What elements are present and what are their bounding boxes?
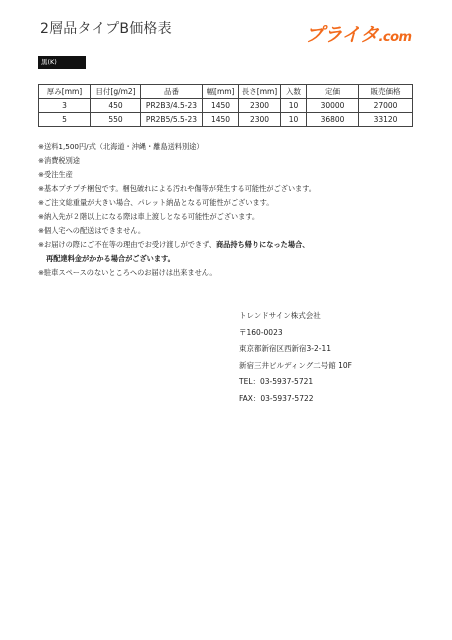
- header-width: 幅[mm]: [203, 85, 239, 99]
- cell-thickness: 3: [39, 99, 91, 113]
- note-no-residential: ※個人宅への配送はできません。: [38, 226, 146, 235]
- page-title: 2層品タイプB価格表: [40, 21, 172, 37]
- company-address-line1: 東京都新宿区西新宿3-2-11: [239, 344, 331, 353]
- color-badge: 黒(K): [38, 56, 86, 69]
- table-header-row: [39, 85, 413, 99]
- company-zip: 〒160-0023: [239, 327, 283, 337]
- price-table: [38, 84, 413, 127]
- cell-length: 2300: [239, 99, 281, 113]
- cell-product-code: PR2B5/5.5-23: [141, 113, 203, 127]
- header-sale-price: 販売価格: [359, 85, 413, 99]
- table-row: [39, 99, 413, 113]
- notes-list: [38, 140, 428, 280]
- header-length: 長さ[mm]: [239, 85, 281, 99]
- cell-list-price: 36800: [307, 113, 359, 127]
- cell-weight: 450: [91, 99, 141, 113]
- cell-sale-price: 33120: [359, 113, 413, 127]
- company-info: [239, 308, 352, 407]
- header-thickness: 厚み[mm]: [39, 85, 91, 99]
- cell-weight: 550: [91, 113, 141, 127]
- cell-quantity: 10: [281, 113, 307, 127]
- brand-logo: [305, 20, 412, 47]
- note-redelivery: [38, 238, 428, 252]
- cell-sale-price: 27000: [359, 99, 413, 113]
- cell-length: 2300: [239, 113, 281, 127]
- note-pallet: ※ご注文総重量が大きい場合、パレット納品となる可能性がございます。: [38, 198, 274, 207]
- logo-main-text: プライタ: [305, 24, 379, 46]
- note-shipping: ※送料1,500円/式（北海道・沖縄・離島送料別途）: [38, 142, 204, 151]
- company-name: トレンドサイン株式会社: [239, 311, 321, 320]
- company-tel: TEL：03-5937-5721: [239, 377, 314, 386]
- company-fax: FAX：03-5937-5722: [239, 393, 314, 403]
- note-tax: ※消費税別途: [38, 156, 80, 165]
- logo-suffix-text: .com: [378, 30, 412, 45]
- note-made-to-order: ※受注生産: [38, 170, 73, 179]
- header-list-price: 定価: [307, 85, 359, 99]
- cell-width: 1450: [203, 113, 239, 127]
- cell-product-code: PR2B3/4.5-23: [141, 99, 203, 113]
- cell-width: 1450: [203, 99, 239, 113]
- note-packaging: ※基本プチプチ梱包です。梱包破れによる汚れや傷等が発生する可能性がございます。: [38, 184, 316, 193]
- cell-thickness: 5: [39, 113, 91, 127]
- company-address-line2: 新宿三井ビルディング二号館 10F: [239, 360, 352, 370]
- cell-list-price: 30000: [307, 99, 359, 113]
- note-parking: ※駐車スペースのないところへのお届けは出来ません。: [38, 268, 217, 277]
- note-redelivery-bold: 商品持ち帰りになった場合、: [215, 240, 310, 249]
- table-row: [39, 113, 413, 127]
- note-upper-floor: ※納入先が２階以上になる際は車上渡しとなる可能性がございます。: [38, 212, 260, 221]
- header-weight: 目付[g/m2]: [91, 85, 141, 99]
- cell-quantity: 10: [281, 99, 307, 113]
- note-redelivery-fee: 再配達料金がかかる場合がございます。: [46, 254, 175, 263]
- header-quantity: 入数: [281, 85, 307, 99]
- header-product-code: 品番: [141, 85, 203, 99]
- note-redelivery-text: ※お届けの際にご不在等の理由でお受け渡しができず、: [38, 240, 216, 249]
